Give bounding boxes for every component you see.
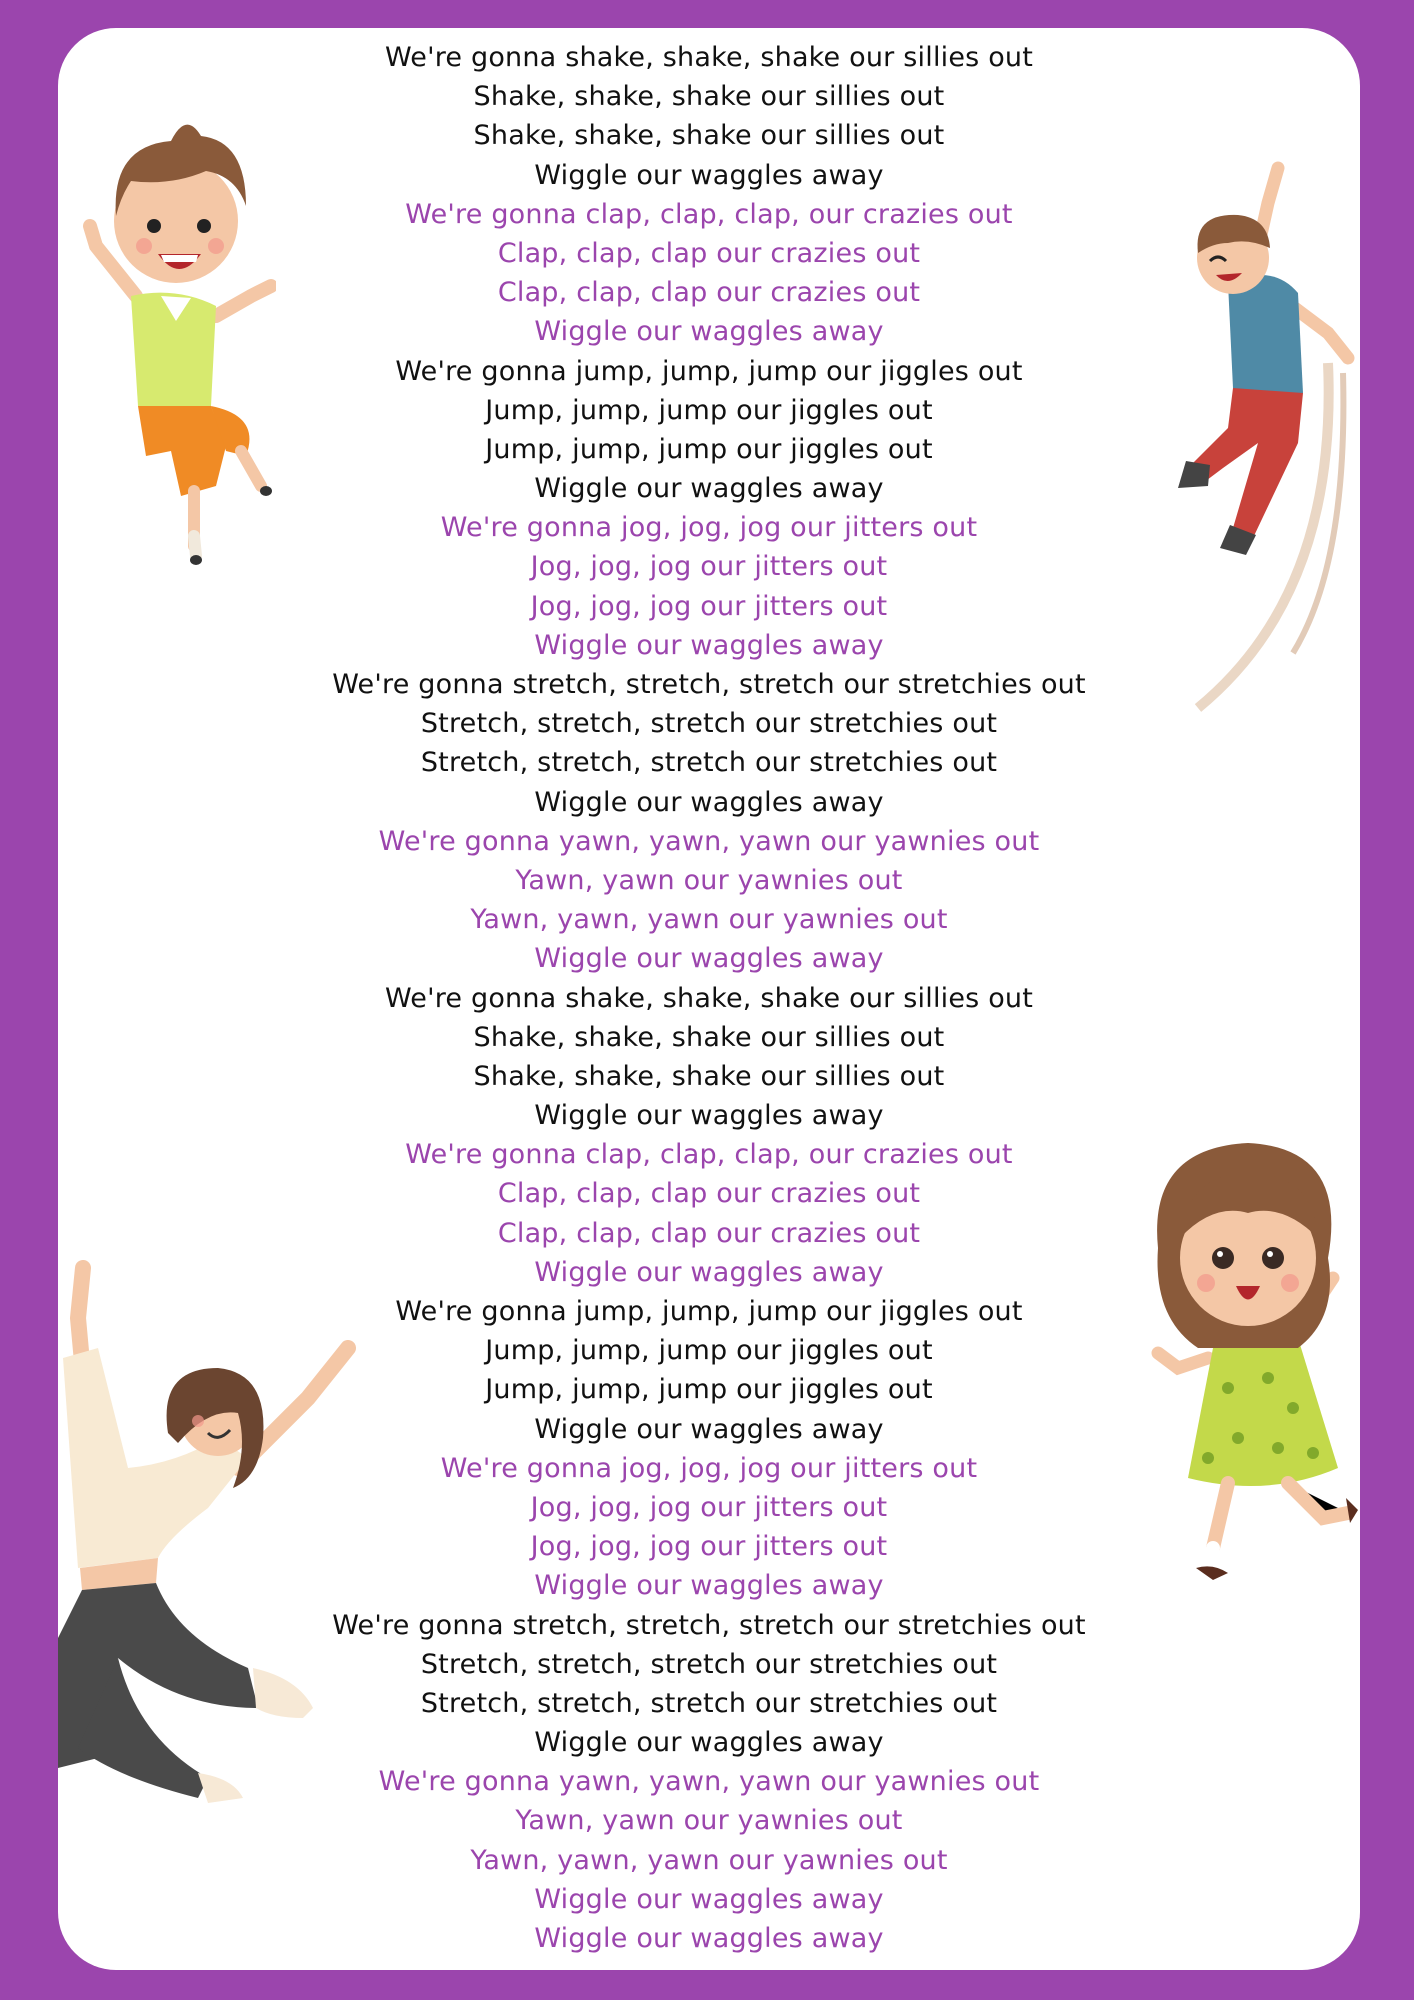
lyric-line: Shake, shake, shake our sillies out (473, 1060, 945, 1092)
lyric-line: Jump, jump, jump our jiggles out (485, 1335, 933, 1367)
lyric-line: We're gonna jump, jump, jump our jiggles out (395, 1296, 1023, 1327)
lyric-line: Clap, clap, clap our crazies out (497, 277, 921, 309)
lyric-line: Wiggle our waggles away (534, 943, 884, 975)
lyric-line: Jump, jump, jump our jiggles out (485, 394, 933, 426)
lyric-line: Stretch, stretch, stretch our stretchies out (420, 708, 998, 740)
lyric-line: Shake, shake, shake our sillies out (473, 1021, 945, 1053)
lyric-line: Clap, clap, clap our crazies out (497, 1217, 921, 1249)
lyric-line: Wiggle our waggles away (534, 316, 884, 348)
lyric-line: We're gonna jog, jog, jog our jitters out (440, 1452, 978, 1484)
lyric-line: Yawn, yawn, yawn our yawnies out (470, 904, 948, 936)
lyric-line: We're gonna stretch, stretch, stretch our stretchies out (332, 669, 1086, 700)
lyric-line: Wiggle our waggles away (534, 1256, 884, 1288)
lyric-line: Wiggle our waggles away (534, 159, 884, 191)
lyric-line: We're gonna shake, shake, shake our sillies out (384, 982, 1034, 1014)
lyric-line: We're gonna jump, jump, jump our jiggles out (395, 355, 1023, 387)
lyric-line: We're gonna jog, jog, jog our jitters out (440, 512, 978, 544)
lyric-line: Jump, jump, jump our jiggles out (485, 1374, 933, 1406)
lyric-line: Wiggle our waggles away (534, 629, 884, 661)
lyric-line: We're gonna clap, clap, clap, our crazies out (405, 1139, 1013, 1171)
lyric-line: We're gonna stretch, stretch, stretch our stretchies out (332, 1609, 1086, 1641)
lyric-line: Shake, shake, shake our sillies out (473, 120, 945, 152)
lyric-line: Clap, clap, clap our crazies out (497, 1178, 921, 1210)
lyric-line: Yawn, yawn, yawn our yawnies out (470, 1844, 948, 1876)
lyric-line: Yawn, yawn our yawnies out (515, 864, 903, 896)
lyric-line: We're gonna shake, shake, shake our sillies out (384, 42, 1034, 73)
lyric-line: We're gonna yawn, yawn, yawn our yawnies out (378, 825, 1040, 857)
lyric-line: Jog, jog, jog our jitters out (530, 1531, 888, 1563)
lyric-line: We're gonna yawn, yawn, yawn our yawnies out (378, 1766, 1040, 1798)
lyric-line: We're gonna clap, clap, clap, our crazies out (405, 198, 1013, 230)
lyric-line: Stretch, stretch, stretch our stretchies out (420, 1648, 998, 1680)
lyric-line: Wiggle our waggles away (534, 1923, 884, 1954)
lyric-line: Wiggle our waggles away (534, 1883, 884, 1915)
lyric-line: Stretch, stretch, stretch our stretchies out (420, 1687, 998, 1719)
lyrics-card (58, 28, 1360, 1970)
lyric-line: Jog, jog, jog our jitters out (530, 590, 888, 622)
lyric-line: Wiggle our waggles away (534, 1413, 884, 1445)
lyric-line: Shake, shake, shake our sillies out (473, 81, 945, 113)
lyric-line: Wiggle our waggles away (534, 786, 884, 818)
lyric-line: Jog, jog, jog our jitters out (530, 551, 888, 583)
lyric-line: Wiggle our waggles away (534, 1727, 884, 1759)
lyric-line: Jog, jog, jog our jitters out (530, 1491, 888, 1523)
song-lyrics (58, 38, 1360, 1958)
lyric-line: Jump, jump, jump our jiggles out (485, 433, 933, 465)
lyric-line: Stretch, stretch, stretch our stretchies out (420, 747, 998, 779)
lyric-line: Clap, clap, clap our crazies out (497, 237, 921, 269)
lyric-line: Wiggle our waggles away (534, 473, 884, 505)
lyric-line: Wiggle our waggles away (534, 1570, 884, 1602)
lyric-line: Yawn, yawn our yawnies out (515, 1805, 903, 1837)
lyric-line: Wiggle our waggles away (534, 1100, 884, 1132)
